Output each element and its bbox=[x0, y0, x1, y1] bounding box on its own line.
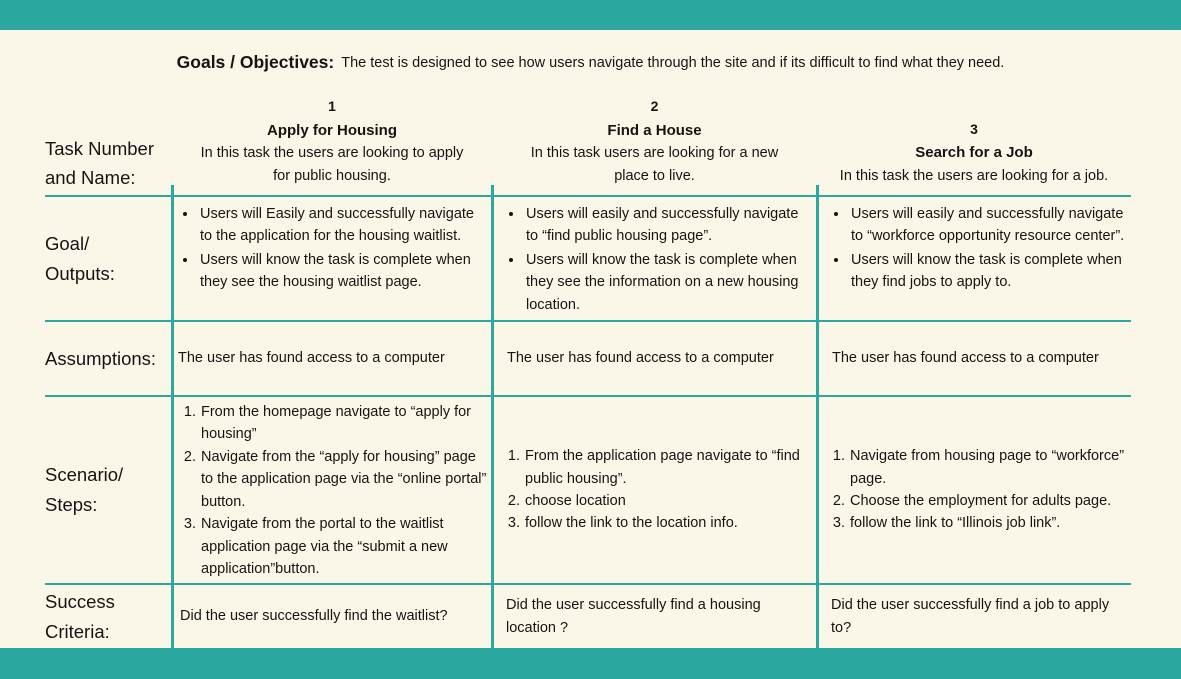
top-banner bbox=[0, 0, 1181, 30]
assumption-text: The user has found access to a computer bbox=[832, 350, 1099, 367]
goals-objectives-heading bbox=[0, 30, 1181, 95]
task-2-success-cell bbox=[492, 585, 817, 648]
column-divider-3 bbox=[816, 185, 819, 648]
goals-objectives-label: Goals / Objectives: bbox=[176, 52, 335, 72]
task-2-goals-list bbox=[504, 203, 811, 316]
bottom-banner bbox=[0, 648, 1181, 679]
step-item: 1. From the homepage navigate to “apply for housing” bbox=[200, 401, 488, 446]
goals-objectives-description: The test is designed to see how users navigate through the site and if its difficult to find what they need. bbox=[341, 54, 1005, 71]
task-3-steps-list bbox=[825, 445, 1127, 535]
task-3-goals-list bbox=[829, 203, 1125, 294]
task-2-steps-list bbox=[500, 445, 813, 535]
goal-item: • Users will know the task is complete when they see the housing waitlist page. bbox=[198, 249, 486, 294]
step-item: 1. Navigate from housing page to “workforce” page. bbox=[849, 445, 1127, 490]
step-item: 2. choose location bbox=[524, 490, 813, 512]
task-1-number: 1 bbox=[328, 98, 336, 115]
task-2-number: 2 bbox=[650, 98, 659, 115]
task-1-header bbox=[172, 95, 492, 197]
task-3-assumption-cell bbox=[817, 322, 1131, 397]
goal-item: • Users will easily and successfully navigate to “workforce opportunity resource center”. bbox=[849, 203, 1125, 248]
usability-test-plan-table bbox=[45, 95, 1131, 648]
step-item: 2. Navigate from the “apply for housing” page to the application page via the “online portal” button. bbox=[200, 446, 488, 513]
task-2-description: In this task users are looking for a new place to live. bbox=[530, 145, 779, 184]
task-3-goals-cell bbox=[817, 197, 1131, 322]
success-criteria-text: Did the user successfully find a housing location ? bbox=[506, 597, 761, 636]
row-label-goal-outputs: Goal/ Outputs: bbox=[45, 197, 172, 322]
task-3-header bbox=[817, 95, 1131, 197]
task-2-steps-cell bbox=[492, 397, 817, 585]
step-item: 2. Choose the employment for adults page. bbox=[849, 490, 1127, 512]
column-divider-2 bbox=[491, 185, 494, 648]
task-2-goals-cell bbox=[492, 197, 817, 322]
task-1-name: Apply for Housing bbox=[267, 121, 397, 139]
column-divider-1 bbox=[171, 185, 174, 648]
task-3-name: Search for a Job bbox=[915, 144, 1033, 162]
task-3-number: 3 bbox=[970, 120, 978, 137]
assumption-text: The user has found access to a computer bbox=[178, 350, 445, 367]
success-criteria-text: Did the user successfully find the waitlist? bbox=[180, 608, 448, 625]
row-label-success-criteria: Success Criteria: bbox=[45, 590, 115, 642]
row-label-scenario-steps: Scenario/ Steps: bbox=[45, 397, 172, 585]
goal-item: • Users will know the task is complete when they see the information on a new housing location. bbox=[524, 249, 811, 316]
row-label-task-number-and-name: Task Number and Name: bbox=[45, 95, 172, 197]
step-item: 3. Navigate from the portal to the waitlist application page via the “submit a new application”button. bbox=[200, 513, 488, 580]
row-label-assumptions: Assumptions: bbox=[45, 322, 172, 397]
goal-item: • Users will know the task is complete when they find jobs to apply to. bbox=[849, 249, 1125, 294]
task-1-steps-list bbox=[176, 401, 488, 581]
task-3-description: In this task the users are looking for a job. bbox=[839, 167, 1109, 184]
goal-item: • Users will easily and successfully navigate to “find public housing page”. bbox=[524, 203, 811, 248]
task-1-description: In this task the users are looking to apply for public housing. bbox=[200, 145, 464, 184]
task-2-name: Find a House bbox=[607, 121, 702, 139]
assumption-text: The user has found access to a computer bbox=[507, 350, 774, 367]
step-item: 3. follow the link to the location info. bbox=[524, 512, 813, 534]
task-2-assumption-cell bbox=[492, 322, 817, 397]
step-item: 3. follow the link to “Illinois job link”. bbox=[849, 512, 1127, 534]
step-item: 1. From the application page navigate to “find public housing”. bbox=[524, 445, 813, 490]
goal-item: • Users will Easily and successfully navigate to the application for the housing waitlist. bbox=[198, 203, 486, 248]
task-1-goals-list bbox=[178, 203, 486, 294]
task-1-steps-cell bbox=[172, 397, 492, 585]
task-2-header bbox=[492, 95, 817, 197]
task-3-success-cell bbox=[817, 585, 1131, 648]
task-3-steps-cell bbox=[817, 397, 1131, 585]
task-1-goals-cell bbox=[172, 197, 492, 322]
success-criteria-text: Did the user successfully find a job to apply to? bbox=[831, 597, 1110, 636]
task-1-success-cell bbox=[172, 585, 492, 648]
task-1-assumption-cell bbox=[172, 322, 492, 397]
